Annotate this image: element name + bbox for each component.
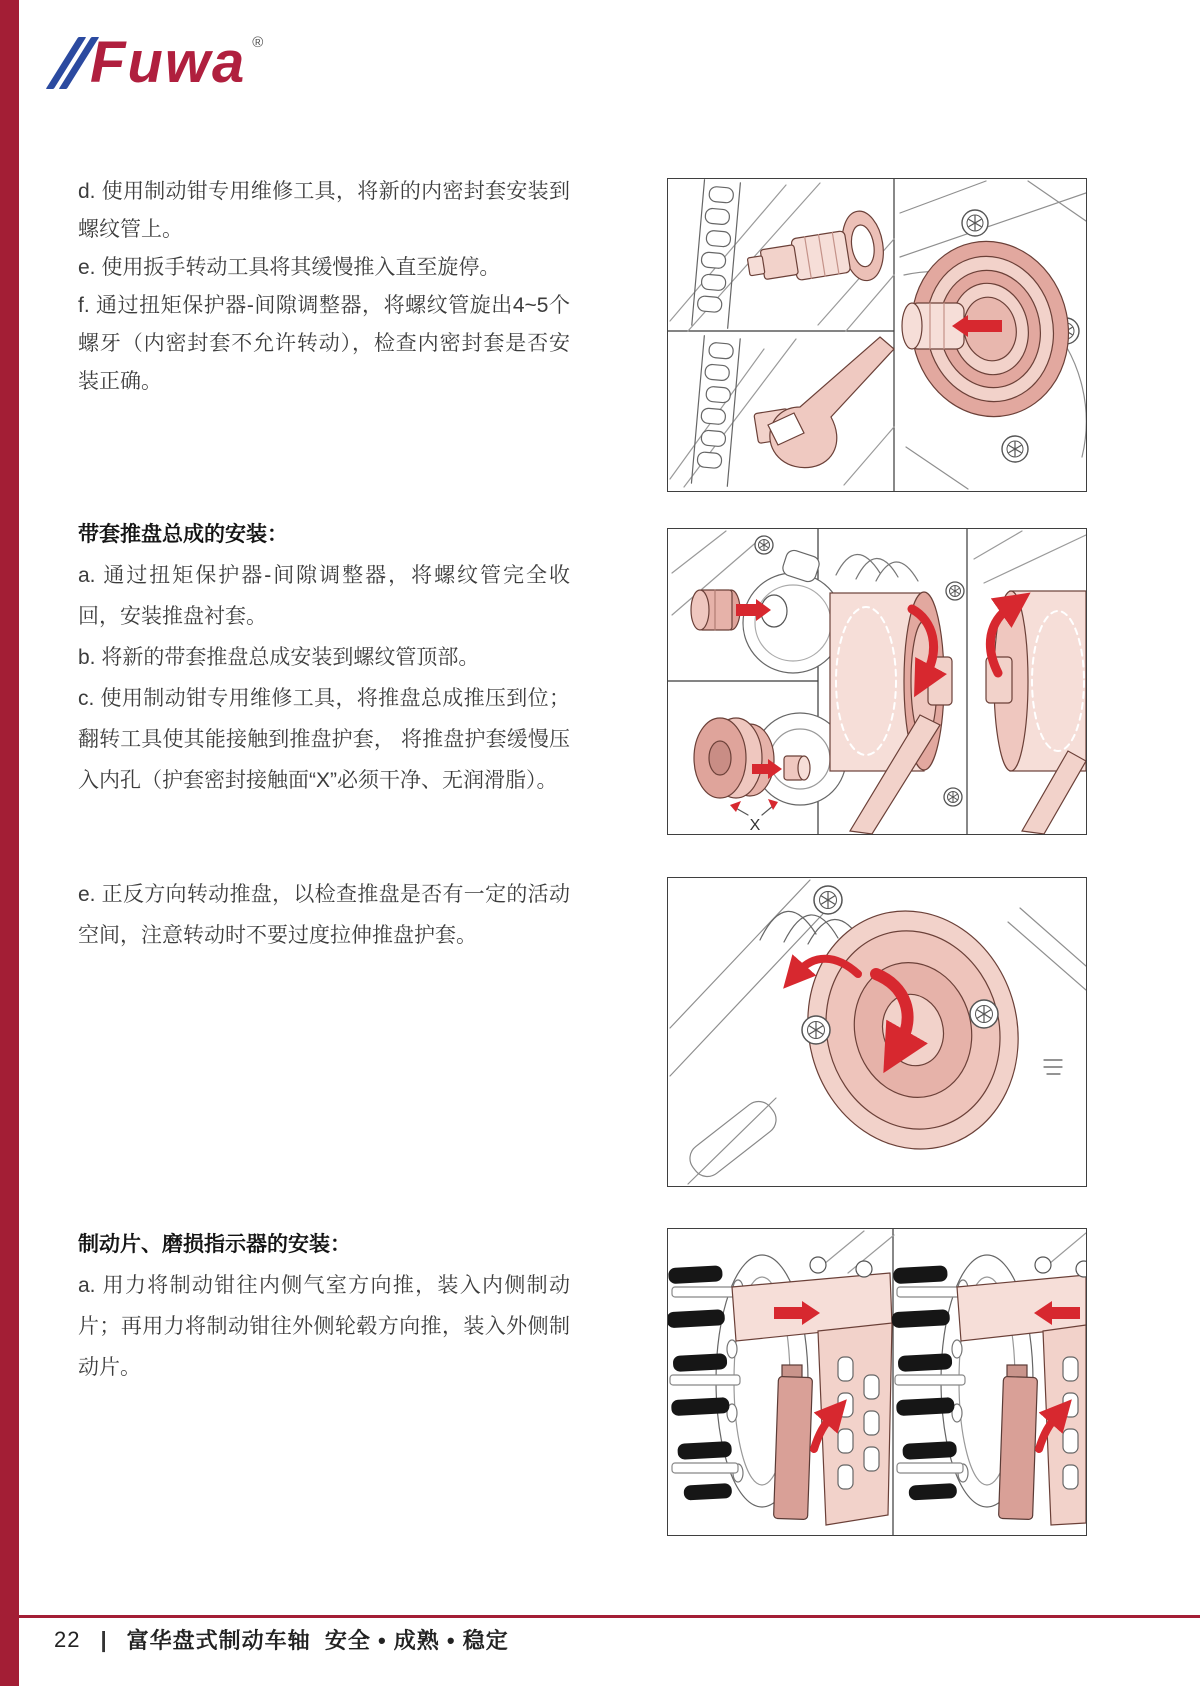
torx-bolt-icon bbox=[1002, 436, 1028, 462]
brand-logo bbox=[62, 28, 263, 98]
paragraph-d: d. 使用制动钳专用维修工具，将新的内密封套安装到螺纹管上。 bbox=[78, 180, 570, 241]
paragraph-f: f. 通过扭矩保护器-间隙调整器，将螺纹管旋出4~5个螺牙（内密封套不允许转动），检查内密封套是否安装正确。 bbox=[78, 294, 570, 393]
subfig-seal-surface-x bbox=[694, 713, 846, 834]
figure-panel-push-plate bbox=[667, 528, 1087, 835]
subfig-wrench-tool bbox=[670, 336, 894, 487]
instructions-brake-pads bbox=[78, 1224, 570, 1388]
subfig-pad-outward bbox=[889, 1233, 1086, 1525]
section-heading-push-plate: 带套推盘总成的安装： bbox=[78, 523, 288, 546]
illustration-push-plate bbox=[668, 529, 1086, 834]
instructions-push-plate bbox=[78, 514, 570, 801]
logo-slashes-icon bbox=[62, 37, 88, 89]
footer-title: 富华盘式制动车轴 安全 • 成熟 • 稳定 bbox=[126, 1628, 509, 1653]
torx-bolt-icon bbox=[802, 1016, 830, 1044]
brake-pad bbox=[999, 1376, 1038, 1519]
page-number: 22 bbox=[54, 1626, 81, 1652]
subfig-screw-out-check bbox=[895, 181, 1086, 489]
illustration-inner-seal bbox=[668, 179, 1086, 491]
left-accent-bar bbox=[0, 0, 19, 1686]
paragraph-e: e. 使用扳手转动工具将其缓慢推入直至旋停。 bbox=[78, 256, 501, 279]
torx-bolt-icon bbox=[962, 210, 988, 236]
subfig-plate-rotate-cw bbox=[830, 554, 964, 834]
illustration-rotate-check bbox=[668, 878, 1086, 1186]
subfig-seal-on-tube bbox=[670, 180, 894, 331]
subfig-plate-rotate-ccw bbox=[974, 531, 1086, 834]
instructions-inner-seal bbox=[78, 173, 570, 401]
instructions-rotate-check bbox=[78, 874, 570, 956]
paragraph-c: c. 使用制动钳专用维修工具，将推盘总成推压到位；翻转工具使其能接触到推盘护套， 将推盘护套缓慢压入内孔（护套密封接触面“X”必须干净、无润滑脂）。 bbox=[78, 687, 570, 792]
page-footer bbox=[54, 1624, 509, 1655]
footer-divider-line bbox=[19, 1615, 1200, 1618]
torx-bolt-icon bbox=[944, 788, 962, 806]
torx-bolt-icon bbox=[946, 582, 964, 600]
registered-trademark: ® bbox=[252, 34, 264, 51]
torx-bolt-icon bbox=[755, 536, 773, 554]
figure-panel-inner-seal bbox=[667, 178, 1087, 492]
paragraph-a: a. 通过扭矩保护器-间隙调整器，将螺纹管完全收回，安装推盘衬套。 bbox=[78, 564, 570, 628]
paragraph-b: b. 将新的带套推盘总成安装到螺纹管顶部。 bbox=[78, 646, 480, 669]
subfig-pad-inward bbox=[668, 1231, 894, 1525]
torx-bolt-icon bbox=[814, 886, 842, 914]
surface-x-label: X bbox=[749, 817, 761, 834]
footer-separator: | bbox=[100, 1626, 107, 1652]
paragraph-a2: a. 用力将制动钳往内侧气室方向推，装入内侧制动片；再用力将制动钳往外侧轮毂方向推，装入外侧制动片。 bbox=[78, 1274, 570, 1379]
brake-pad bbox=[774, 1376, 813, 1519]
figure-panel-brake-pads bbox=[667, 1228, 1087, 1536]
logo-wordmark: Fuwa bbox=[90, 30, 247, 95]
section-heading-brake-pads: 制动片、磨损指示器的安装： bbox=[78, 1233, 351, 1256]
illustration-brake-pads bbox=[668, 1229, 1086, 1535]
subfig-bushing-insert bbox=[672, 531, 843, 673]
paragraph-e2: e. 正反方向转动推盘，以检查推盘是否有一定的活动空间，注意转动时不要过度拉伸推盘护套。 bbox=[78, 883, 570, 947]
figure-panel-rotate-check bbox=[667, 877, 1087, 1187]
torx-bolt-icon bbox=[970, 1000, 998, 1028]
